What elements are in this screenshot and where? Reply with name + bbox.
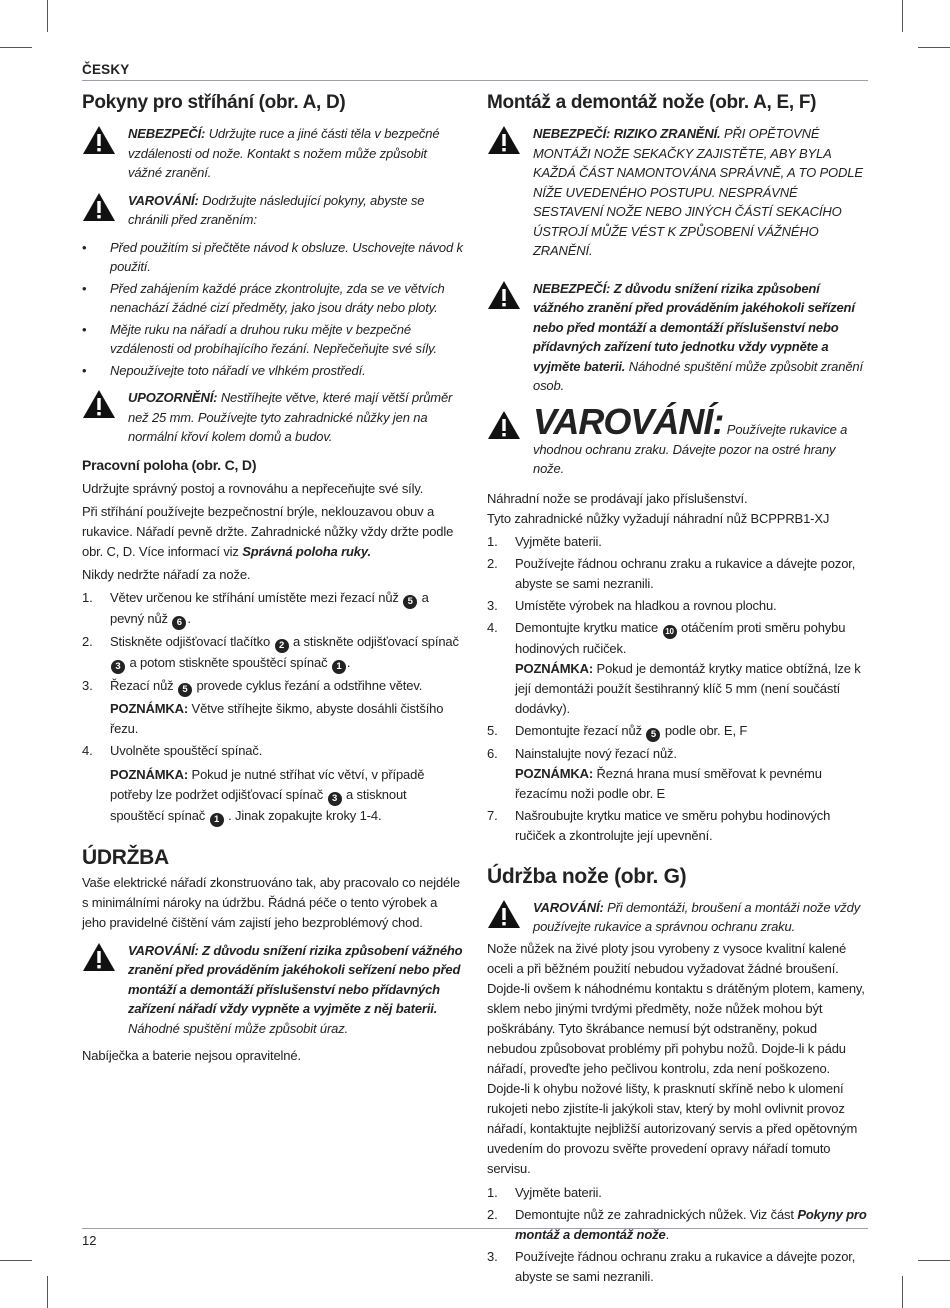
list-item: 3. Řezací nůž 5 provede cyklus řezání a odstřihne větev. POZNÁMKA: Větve stříhejte šikmo, abyste dosáhli čistšího řezu. xyxy=(82,677,444,736)
warning-block xyxy=(82,941,464,1039)
language-label: ČESKY xyxy=(82,62,130,77)
list-item: 4. Demontujte krytku matice 10 otáčením proti směru pohybu hodinových ručiček. POZNÁMKA: Pokud je demontáž krytky matice obtížná, lze k její demontáži použít šestihranný klíč 5 mm (není součástí dodávky). xyxy=(487,619,861,716)
mounting-steps xyxy=(487,532,869,846)
section-title-mounting: Montáž a demontáž nože (obr. A, E, F) xyxy=(487,92,817,113)
warning-triangle-icon xyxy=(82,124,128,160)
crop-mark xyxy=(918,1260,950,1261)
warning-text: Udržujte ruce a jiné části těla v bezpečné vzdálenosti od nože. Kontakt s nožem může způsobit vážné zranění. xyxy=(128,126,440,180)
callout-number: 5 xyxy=(646,728,660,742)
warning-label: NEBEZPEČÍ: RIZIKO ZRANĚNÍ. xyxy=(533,126,721,141)
callout-number: 6 xyxy=(172,616,186,630)
section-title-maintenance: ÚDRŽBA xyxy=(82,845,169,869)
blade-steps xyxy=(487,1183,869,1287)
list-item: 4. Uvolněte spouštěcí spínač. POZNÁMKA: Pokud je nutné stříhat víc větví, v případě potřeby lze podržet odjišťovací spínač 3 a stisknout spouštěcí spínač 1 . Jinak zopakujte kroky 1-4. xyxy=(82,742,425,825)
header-rule xyxy=(82,80,868,81)
list-item: • Mějte ruku na nářadí a druhou ruku mějte v bezpečné vzdálenosti od probíhajícího řezání. Nepřečeňujte své síly. xyxy=(82,320,464,359)
list-item: 2. Stiskněte odjišťovací tlačítko 2 a stiskněte odjišťovací spínač 3 a potom stiskněte spouštěcí spínač 1 . xyxy=(82,633,459,672)
warning-triangle-icon xyxy=(487,404,533,445)
warning-triangle-icon xyxy=(487,279,533,315)
footer-rule xyxy=(82,1228,868,1229)
callout-number: 1 xyxy=(332,660,346,674)
big-warning xyxy=(487,400,869,479)
right-column xyxy=(487,90,869,1293)
paragraph: Při stříhání používejte bezpečnostní brýle, neklouzavou obuv a rukavice. Nářadí pevně držte. Zahradnické nůžky vždy držte podle obr. C, D. Více informací viz Správná poloha ruky. xyxy=(82,503,454,559)
callout-number: 2 xyxy=(275,639,289,653)
subsection-title-working: Pracovní poloha (obr. C, D) xyxy=(82,456,257,473)
crop-mark xyxy=(0,47,32,48)
section-title-cutting: Pokyny pro stříhání (obr. A, D) xyxy=(82,92,346,113)
big-warning-text: VAROVÁNÍ: Používejte rukavice a vhodnou ochranu zraku. Dávejte pozor na ostré hrany nože. xyxy=(533,400,848,476)
warning-label: VAROVÁNÍ: xyxy=(533,899,604,915)
section-title-blade-maintenance: Údržba nože (obr. G) xyxy=(487,864,687,888)
warning-label: VAROVÁNÍ: Z důvodu snížení rizika způsobení vážného zranění před prováděním jakéhokoli seřízení nebo před montáží a demontáží příslušenství nebo přídavných zařízení nářadí vždy vypněte a vyjměte z něj baterii. xyxy=(128,942,463,1016)
callout-number: 3 xyxy=(328,792,342,806)
warning-triangle-icon xyxy=(82,388,128,424)
list-item: 6. Nainstalujte nový řezací nůž. POZNÁMKA: Řezná hrana musí směřovat k pevnému řezacímu noži podle obr. E xyxy=(487,745,822,801)
crop-mark xyxy=(918,47,950,48)
callout-number: 5 xyxy=(178,683,192,697)
crop-mark xyxy=(0,1260,32,1261)
paragraph: Udržujte správný postoj a rovnováhu a nepřeceňujte své síly. xyxy=(82,480,424,496)
list-item: • Před použitím si přečtěte návod k obsluze. Uschovejte návod k použití. xyxy=(82,238,464,277)
warning-block xyxy=(82,191,464,230)
caution-block xyxy=(82,388,464,447)
danger-warning xyxy=(487,279,869,396)
warning-triangle-icon xyxy=(487,898,533,934)
list-item: 2. Demontujte nůž ze zahradnických nůžek. Viz část Pokyny pro montáž a demontáž nože. xyxy=(487,1206,867,1242)
warning-label: NEBEZPEČÍ: Z důvodu snížení rizika způsobení vážného zranění před prováděním jakéhokoli seřízení nebo před montáží a demontáží příslušenství nebo přídavných zařízení tuto jednotku vždy vypněte a vyjměte baterii. xyxy=(533,280,855,374)
list-item: • Nepoužívejte toto nářadí ve vlhkém prostředí. xyxy=(82,361,464,381)
paragraph: Nože nůžek na živé ploty jsou vyrobeny z vysoce kvalitní kalené oceli a při běžném použití nebudou vyžadovat žádné broušení. Dojde-li ovšem k náhodnému kontaktu s drátěným plotem, kameny, sklem nebo jinými tvrdými předměty, nože nůžek mohou být poškrábány. Tyto škrábance nemusí být odstraněny, pokud nebudou způsobovat problémy při pohybu nožů. Dojde-li k pádu nářadí, proveďte jeho pečlivou kontrolu, zda není poškozeno. Dojde-li k ohybu nožové lišty, k prasknutí skříně nebo k ulomení rukojeti nebo zjistíte-li jakýkoli stav, který by mohl ovlivnit provoz nářadí, kontaktujte nejbližší autorizovaný servis a před opětovným uvedením do provozu svěřte provedení opravy nářadí tomuto servisu. xyxy=(487,940,865,1176)
safety-bullet-list xyxy=(82,238,464,381)
paragraph: Nikdy nedržte nářadí za nože. xyxy=(82,566,251,582)
list-item: 2. Používejte řádnou ochranu zraku a rukavice a dávejte pozor, abyste se sami nezranili. xyxy=(487,555,856,591)
crop-mark xyxy=(47,1276,48,1308)
warning-triangle-icon xyxy=(487,124,533,160)
warning-label: VAROVÁNÍ: xyxy=(128,192,199,208)
list-item: 1. Vyjměte baterii. xyxy=(487,1184,602,1200)
paragraph: Vaše elektrické nářadí zkonstruováno tak, aby pracovalo co nejdéle s minimálními nároky na údržbu. Řádná péče o tento výrobek a jeho pravidelné čištění vám zajistí jeho bezproblémový chod. xyxy=(82,874,460,930)
cutting-steps xyxy=(82,588,464,827)
list-item: 3. Používejte řádnou ochranu zraku a rukavice a dávejte pozor, abyste se sami nezranili. xyxy=(487,1248,856,1284)
paragraph: Tyto zahradnické nůžky vyžadují náhradní nůž BCPPRB1-XJ xyxy=(487,510,830,526)
warning-triangle-icon xyxy=(82,191,128,227)
list-item: 3. Umístěte výrobek na hladkou a rovnou plochu. xyxy=(487,597,777,613)
callout-number: 3 xyxy=(111,660,125,674)
warning-triangle-icon xyxy=(82,941,128,977)
crop-mark xyxy=(902,1276,903,1308)
paragraph: Nabíječka a baterie nejsou opravitelné. xyxy=(82,1048,301,1063)
warning-block xyxy=(487,898,869,937)
warning-text: Náhodné spuštění může způsobit zranění osob. xyxy=(533,358,863,393)
callout-number: 1 xyxy=(210,813,224,827)
warning-text: Při demontáži, broušení a montáži nože vždy používejte rukavice a správnou ochranu zraku. xyxy=(533,899,861,934)
callout-number: 5 xyxy=(403,595,417,609)
paragraph: Náhradní nože se prodávají jako příslušenství. xyxy=(487,490,748,506)
warning-text: Dodržujte následující pokyny, abyste se chránili před zraněním: xyxy=(128,192,425,227)
callout-number: 10 xyxy=(663,625,677,639)
list-item: 5. Demontujte řezací nůž 5 podle obr. E, F xyxy=(487,722,748,740)
warning-text: Nestříhejte větve, které mají větší průměr než 25 mm. Používejte tyto zahradnické nůžky jen na normální křoví kolem domů a budov. xyxy=(128,390,453,444)
list-item: 7. Našroubujte krytku matice ve směru pohybu hodinových ručiček a zkontrolujte její upevnění. xyxy=(487,807,831,843)
left-column xyxy=(82,90,464,1069)
danger-warning xyxy=(487,124,869,261)
warning-text: Náhodné spuštění může způsobit úraz. xyxy=(128,1020,349,1036)
warning-text: PŘI OPĚTOVNÉ MONTÁŽI NOŽE SEKAČKY ZAJISTĚTE, ABY BYLA KAŽDÁ ČÁST NAMONTOVÁNA SPRÁVNĚ, A TO PODLE NÍŽE UVEDENÉHO POSTUPU. NESPRÁVNÉ SESTAVENÍ NOŽE NEBO JINÝCH ČÁSTÍ SEKACÍHO ÚSTROJÍ MŮŽE VÉST K ZPŮSOBENÍ VÁŽNÉHO ZRANĚNÍ. xyxy=(533,126,863,258)
warning-label: NEBEZPEČÍ: xyxy=(128,126,206,141)
list-item: 1. Vyjměte baterii. xyxy=(487,533,602,549)
danger-warning xyxy=(82,124,464,183)
list-item: 1. Větev určenou ke stříhání umístěte mezi řezací nůž 5 a pevný nůž 6 . xyxy=(82,589,429,628)
crop-mark xyxy=(47,0,48,32)
crop-mark xyxy=(902,0,903,32)
warning-label: UPOZORNĚNÍ: xyxy=(128,390,218,405)
page-number: 12 xyxy=(82,1233,97,1248)
list-item: • Před zahájením každé práce zkontrolujte, zda se ve větvích nenachází žádné cizí předměty, jako jsou dráty nebo ploty. xyxy=(82,279,464,318)
